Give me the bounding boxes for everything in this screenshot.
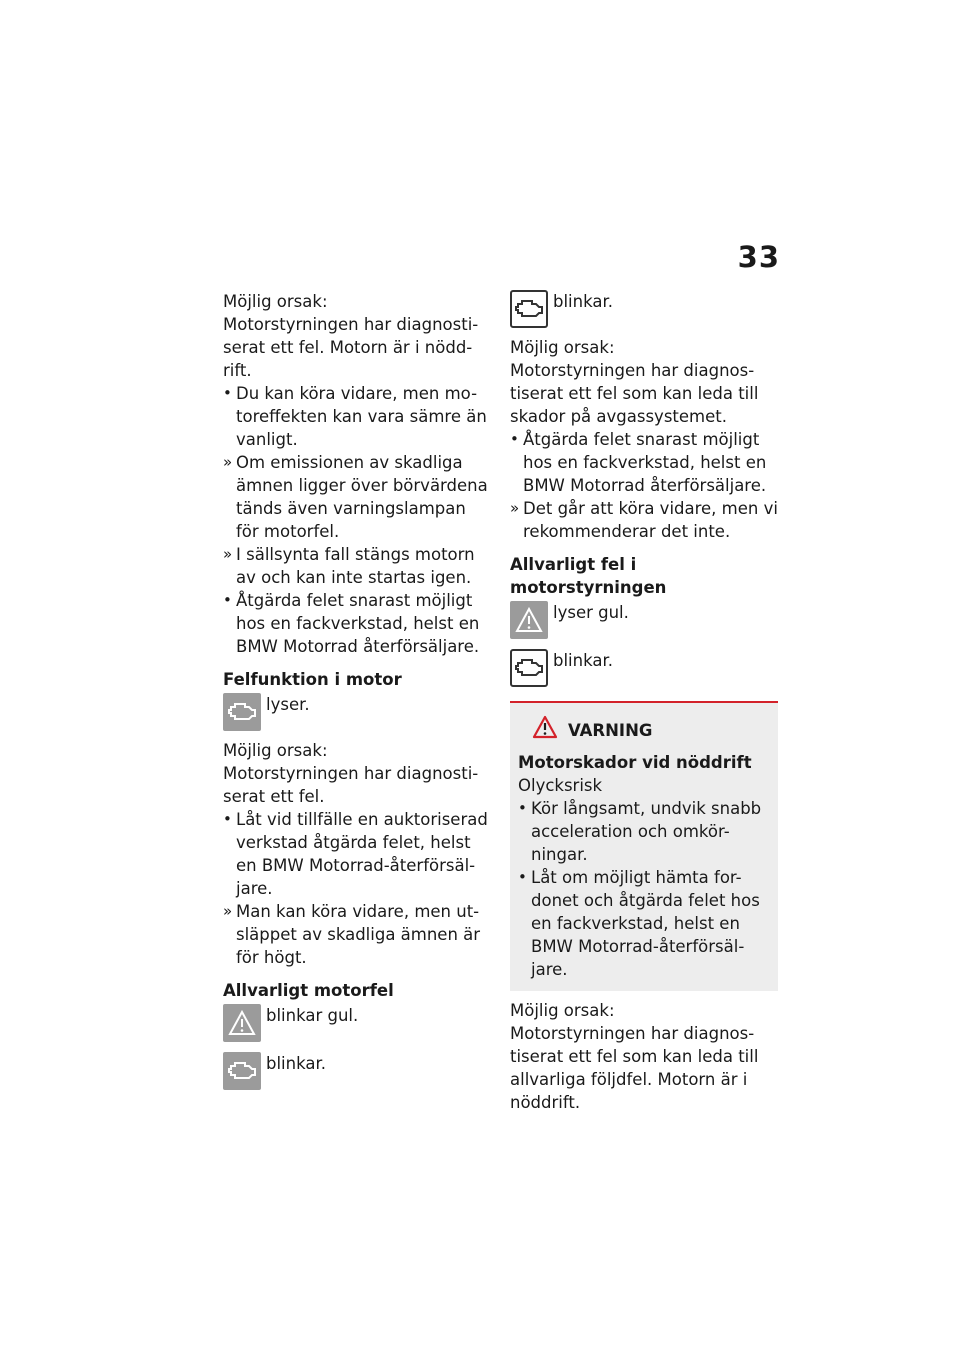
indicator-row bbox=[223, 1004, 491, 1042]
list-item-text: Åtgärda felet snarast möjligt hos en fackverkstad, helst en BMW Motorrad återförsäljare. bbox=[236, 591, 480, 656]
list-item-text: Du kan köra vidare, men mo-toreffekten kan vara sämre än vanligt. bbox=[236, 384, 487, 449]
list-marker: • bbox=[223, 591, 232, 609]
warning-triangle-icon bbox=[532, 715, 558, 745]
warning-risk: Olycksrisk bbox=[518, 776, 603, 795]
warning-list bbox=[518, 797, 770, 981]
list-item bbox=[223, 543, 491, 589]
list-item-text: Åtgärda felet snarast möjligt hos en fackverkstad, helst en BMW Motorrad återförsäljare. bbox=[523, 430, 767, 495]
page-number: 33 bbox=[737, 240, 780, 274]
list-marker: • bbox=[510, 430, 519, 448]
indicator-row bbox=[510, 649, 778, 687]
paragraph: Motorstyrningen har diagnosti-serat ett fel. Motorn är i nödd-rift. bbox=[223, 315, 479, 380]
indicator-label: blinkar. bbox=[553, 651, 613, 670]
engine-check-icon bbox=[510, 649, 548, 687]
warning-title: VARNING bbox=[568, 720, 653, 740]
engine-check-icon bbox=[510, 290, 548, 328]
section-heading: Felfunktion i motor bbox=[223, 670, 402, 689]
list-marker: » bbox=[223, 902, 233, 920]
cause-label: Möjlig orsak: bbox=[510, 338, 615, 357]
left-column bbox=[223, 290, 491, 1090]
list-item-text: Kör långsamt, undvik snabb acceleration och omkör-ningar. bbox=[531, 799, 762, 864]
indicator-row bbox=[223, 1052, 491, 1090]
indicator-row bbox=[223, 693, 491, 731]
list-item-text: I sällsynta fall stängs motorn av och kan inte startas igen. bbox=[236, 545, 475, 587]
cause-label: Möjlig orsak: bbox=[223, 741, 328, 760]
cause-label: Möjlig orsak: bbox=[223, 292, 328, 311]
list-marker: » bbox=[223, 545, 233, 563]
instruction-list bbox=[510, 428, 778, 543]
indicator-label: lyser. bbox=[266, 695, 310, 714]
instruction-list bbox=[223, 382, 491, 658]
list-item-text: Låt vid tillfälle en auktoriserad verkstad åtgärda felet, helst en BMW Motorrad-återförsäl-jare. bbox=[236, 810, 488, 898]
list-marker: » bbox=[510, 499, 520, 517]
indicator-label: lyser gul. bbox=[553, 603, 629, 622]
paragraph: Motorstyrningen har diagnosti-serat ett fel. bbox=[223, 764, 479, 806]
list-marker: • bbox=[223, 810, 232, 828]
section-heading: Allvarligt fel i motorstyrningen bbox=[510, 555, 667, 597]
instruction-list bbox=[223, 808, 491, 969]
warning-subtitle: Motorskador vid nöddrift bbox=[518, 753, 752, 772]
cause-label: Möjlig orsak: bbox=[510, 1001, 615, 1020]
list-item bbox=[518, 866, 770, 981]
warning-header bbox=[532, 715, 770, 745]
indicator-label: blinkar. bbox=[553, 292, 613, 311]
list-item bbox=[518, 797, 770, 866]
list-item bbox=[223, 382, 491, 451]
right-column bbox=[510, 290, 778, 1114]
list-marker: » bbox=[223, 453, 233, 471]
indicator-row bbox=[510, 601, 778, 639]
list-marker: • bbox=[518, 799, 527, 817]
list-item bbox=[223, 589, 491, 658]
list-item bbox=[510, 497, 778, 543]
warning-triangle-icon bbox=[510, 601, 548, 639]
engine-check-icon bbox=[223, 693, 261, 731]
indicator-label: blinkar gul. bbox=[266, 1006, 359, 1025]
list-item-text: Om emissionen av skadliga ämnen ligger över börvärdena tänds även varningslampan för motorfel. bbox=[236, 453, 488, 541]
warning-box bbox=[510, 701, 778, 991]
list-item bbox=[510, 428, 778, 497]
list-marker: • bbox=[518, 868, 527, 886]
paragraph: Motorstyrningen har diagnos-tiserat ett fel som kan leda till skador på avgassystemet. bbox=[510, 361, 759, 426]
list-item-text: Låt om möjligt hämta for-donet och åtgärda felet hos en fackverkstad, helst en BMW Motorrad-återförsäl-jare. bbox=[531, 868, 760, 979]
engine-check-icon bbox=[223, 1052, 261, 1090]
list-item bbox=[223, 451, 491, 543]
warning-triangle-icon bbox=[223, 1004, 261, 1042]
list-item bbox=[223, 808, 491, 900]
list-marker: • bbox=[223, 384, 232, 402]
paragraph: Motorstyrningen har diagnos-tiserat ett fel som kan leda till allvarliga följdfel. Motorn är i nöddrift. bbox=[510, 1024, 759, 1112]
indicator-label: blinkar. bbox=[266, 1054, 326, 1073]
list-item bbox=[223, 900, 491, 969]
indicator-row bbox=[510, 290, 778, 328]
section-heading: Allvarligt motorfel bbox=[223, 981, 394, 1000]
list-item-text: Det går att köra vidare, men vi rekommenderar det inte. bbox=[523, 499, 778, 541]
list-item-text: Man kan köra vidare, men ut-släppet av skadliga ämnen är för högt. bbox=[236, 902, 481, 967]
